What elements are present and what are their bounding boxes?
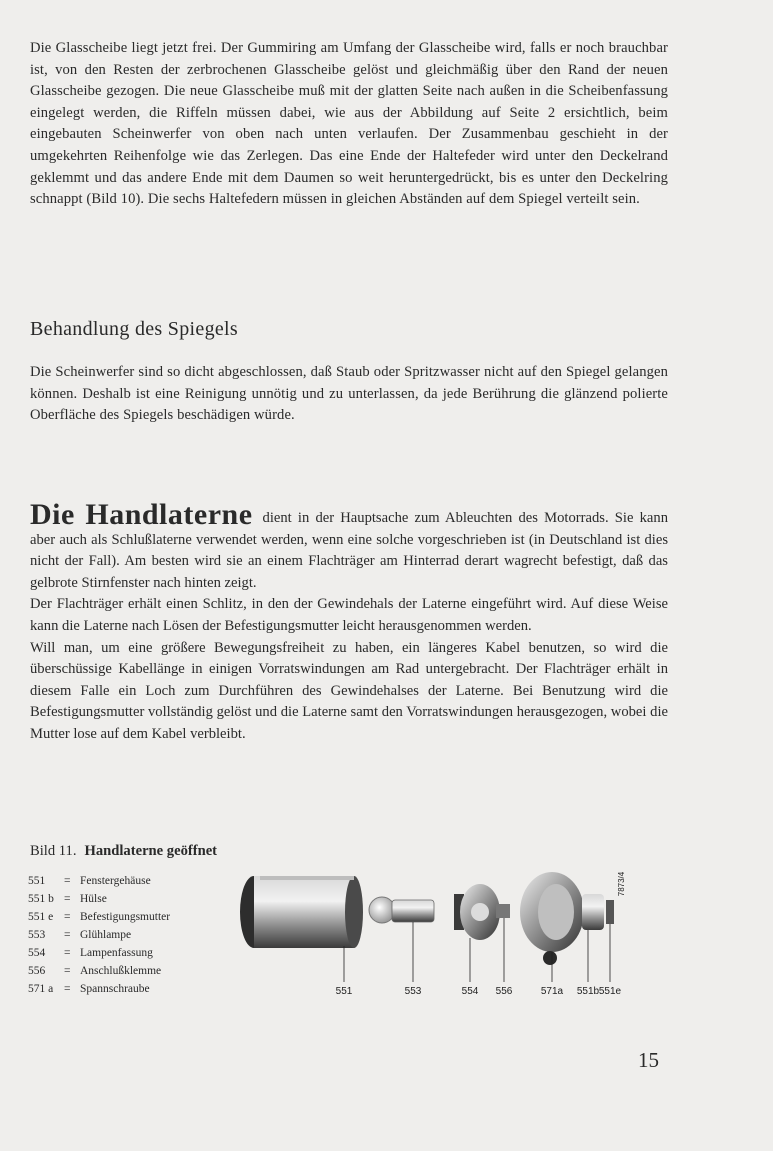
page-number: 15 bbox=[638, 1048, 659, 1072]
lantern-intro bbox=[30, 498, 668, 594]
legend-number: 551 e bbox=[28, 911, 54, 923]
legend-equals: = bbox=[64, 929, 71, 941]
legend-number: 556 bbox=[28, 965, 46, 977]
legend-row bbox=[28, 980, 218, 998]
legend-text: Glühlampe bbox=[80, 929, 132, 941]
legend-text: Spannschraube bbox=[80, 983, 150, 995]
lantern-paragraph-cable: Will man, um eine größere Bewegungsfreiheit zu haben, ein längeres Kabel benutzen, so wird die überschüssige Kabellänge in einigen Vorratswindungen am Rad untergebracht. Der Flachträger erhält in diesem Falle ein Loch zum Durchführen des Gewindehalses der Laterne. Bei Benutzung wird die Befestigungsmutter vollständig gelöst und die Laterne samt den Vorratswindungen herausgezogen, wobei die Mutter lose auf dem Kabel verbleibt. bbox=[30, 639, 668, 742]
figure-legend bbox=[28, 872, 218, 998]
legend-text: Anschlußklemme bbox=[80, 965, 162, 977]
part-554-socket bbox=[454, 884, 500, 940]
legend-equals: = bbox=[64, 965, 71, 977]
part-551-housing bbox=[240, 876, 363, 948]
part-551b-sleeve bbox=[582, 894, 604, 930]
part-551e-nut bbox=[606, 900, 614, 924]
legend-number: 554 bbox=[28, 947, 46, 959]
section-heading: Behandlung des Spiegels bbox=[30, 318, 238, 340]
figure-caption bbox=[30, 843, 217, 860]
legend-row bbox=[28, 944, 218, 962]
legend-text: Fenstergehäuse bbox=[80, 875, 151, 887]
legend-number: 551 bbox=[28, 875, 46, 887]
part-label: 551 bbox=[335, 986, 353, 997]
part-label: 554 bbox=[461, 986, 479, 997]
paragraph-mirror-care: Die Scheinwerfer sind so dicht abgeschlossen, daß Staub oder Spritzwasser nicht auf den Spiegel gelangen können. Deshalb ist eine Reinigung unnötig und zu unterlassen, da jede Berührung die glänzend polierte Oberfläche des Spiegels beschädigen würde. bbox=[30, 364, 668, 424]
legend-row bbox=[28, 962, 218, 980]
caption-title: Handlaterne geöffnet bbox=[84, 843, 218, 859]
show-through-text bbox=[300, 262, 304, 278]
paragraph-glass-replacement: Die Glasscheibe liegt jetzt frei. Der Gummiring am Umfang der Glasscheibe wird, falls er noch brauchbar ist, von den Resten der zerbrochenen Glasscheibe gelöst und gleichmäßig über den Rand der neuen Glasscheibe gezogen. Die neue Glasscheibe muß mit der glatten Seite nach außen in die Scheibenfassung eingelegt werden, die Riffeln müssen dabei, wie aus der Abbildung auf Seite 2 ersichtlich, beim eingebauten Scheinwerfer von oben nach unten verlaufen. Der Zusammenbau geschieht in der umgekehrten Reihenfolge wie das Zerlegen. Das eine Ende der Haltefeder wird unter den Deckelrand geklemmt und das andere Ende mit dem Daumen so weit heruntergedrückt, bis es unter den Deckelring schnappt (Bild 10). Die sechs Haltefedern müssen in gleichen Abständen auf dem Spiegel verteilt sein. bbox=[30, 40, 668, 208]
legend-equals: = bbox=[64, 911, 71, 923]
legend-text: Lampenfassung bbox=[80, 947, 153, 959]
lantern-title: Die Handlaterne bbox=[30, 498, 253, 531]
legend-text: Hülse bbox=[80, 893, 107, 905]
legend-equals: = bbox=[64, 875, 71, 887]
legend-row bbox=[28, 926, 218, 944]
legend-equals: = bbox=[64, 983, 71, 995]
part-labels bbox=[336, 986, 622, 997]
part-label: 551e bbox=[598, 986, 622, 997]
part-553-bulb bbox=[369, 897, 434, 923]
part-556-terminal bbox=[496, 904, 510, 918]
lantern-exploded-photo bbox=[232, 860, 632, 1010]
part-label: 551b bbox=[576, 986, 600, 997]
legend-row bbox=[28, 908, 218, 926]
legend-number: 571 a bbox=[28, 983, 54, 995]
legend-number: 551 b bbox=[28, 893, 54, 905]
legend-number: 553 bbox=[28, 929, 46, 941]
lantern-paragraph-bracket: Der Flachträger erhält einen Schlitz, in den der Gewindehals der Laterne eingeführt wird. Auf diese Weise kann die Laterne nach Lösen der Befestigungsmutter leicht herausgenommen werden. bbox=[30, 596, 668, 634]
legend-text: Befestigungsmutter bbox=[80, 911, 171, 923]
caption-prefix: Bild 11. bbox=[30, 843, 77, 859]
lantern-section bbox=[30, 498, 668, 746]
part-label: 553 bbox=[404, 986, 422, 997]
part-label: 556 bbox=[495, 986, 513, 997]
legend-row bbox=[28, 872, 218, 890]
legend-equals: = bbox=[64, 893, 71, 905]
legend-row bbox=[28, 890, 218, 908]
lantern-intro-text: dient in der Hauptsache zum Ableuchten des Motorrads. Sie kann aber auch als Schlußlaterne verwendet werden, wenn eine solche vorgeschrieben ist (in Deutschland ist dies nicht der Fall). Am besten wird sie an einem Flachträger am Hinterrad derart wagrecht befestigt, daß das gelbrote Stirnfenster nach hinten zeigt. bbox=[30, 510, 668, 591]
photo-code: 7873/4 bbox=[617, 871, 626, 897]
part-label: 571a bbox=[540, 986, 564, 997]
legend-equals: = bbox=[64, 947, 71, 959]
part-571a-cup bbox=[520, 872, 584, 965]
